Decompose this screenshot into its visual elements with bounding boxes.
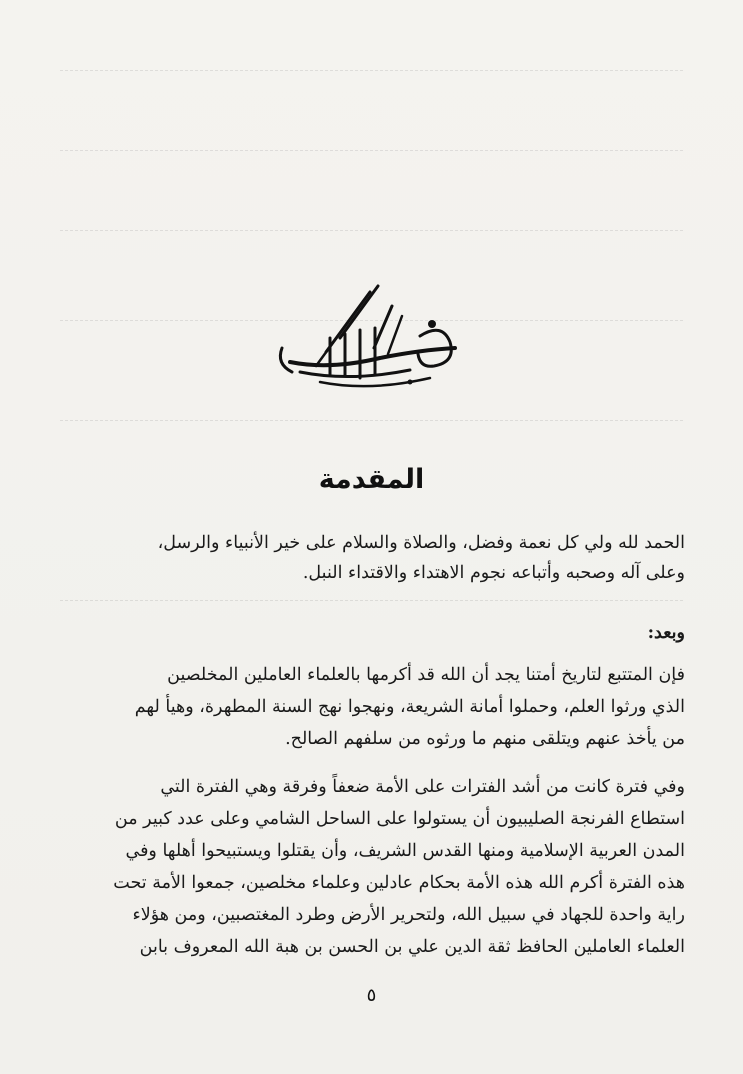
bleed-through-line	[60, 420, 683, 431]
para1-line-3: من يأخذ عنهم ويتلقى منهم ما ورثوه من سلفهم الصالح.	[285, 729, 685, 749]
para2-line-4: هذه الفترة أكرم الله هذه الأمة بحكام عادلين وعلماء مخلصين، جمعوا الأمة تحت	[113, 873, 685, 893]
para1-line-2: الذي ورثوا العلم، وحملوا أمانة الشريعة، ونهجوا نهج السنة المطهرة، وهيأ لهم	[134, 697, 685, 717]
intro-line-2: وعلى آله وصحبه وأتباعه نجوم الاهتداء والاقتداء النبل.	[302, 563, 685, 583]
section-heading: المقدمة	[318, 464, 425, 495]
para2-line-6: العلماء العاملين الحافظ ثقة الدين علي بن الحسن بن هبة الله المعروف بابن	[139, 937, 685, 957]
para1-line-1: فإن المتتبع لتاريخ أمتنا يجد أن الله قد أكرمها بالعلماء العاملين المخلصين	[167, 665, 685, 685]
para2-line-1: وفي فترة كانت من أشد الفترات على الأمة ضعفاً وفرقة وهي الفترة التي	[160, 777, 685, 797]
wabaad-label: وبعد:	[647, 623, 685, 643]
bleed-through-line	[60, 230, 683, 241]
calligraphy-dot	[428, 320, 436, 328]
bleed-through-line	[60, 70, 683, 81]
basmala-calligraphy	[270, 278, 470, 398]
bleed-through-line	[60, 150, 683, 161]
intro-line-1: الحمد لله ولي كل نعمة وفضل، والصلاة والسلام على خير الأنبياء والرسل،	[157, 533, 685, 553]
para2-line-5: راية واحدة للجهاد في سبيل الله، ولتحرير الأرض وطرد المغتصبين، ومن هؤلاء	[132, 905, 685, 925]
para2-line-3: المدن العربية الإسلامية ومنها القدس الشريف، وأن يقتلوا ويستبيحوا أهلها وفي	[125, 841, 685, 861]
page-number: ٥	[366, 985, 377, 1006]
bleed-through-line	[60, 600, 683, 611]
para2-line-2: استطاع الفرنجة الصليبيون أن يستولوا على الساحل الشامي وعلى عدد كبير من	[114, 809, 685, 829]
